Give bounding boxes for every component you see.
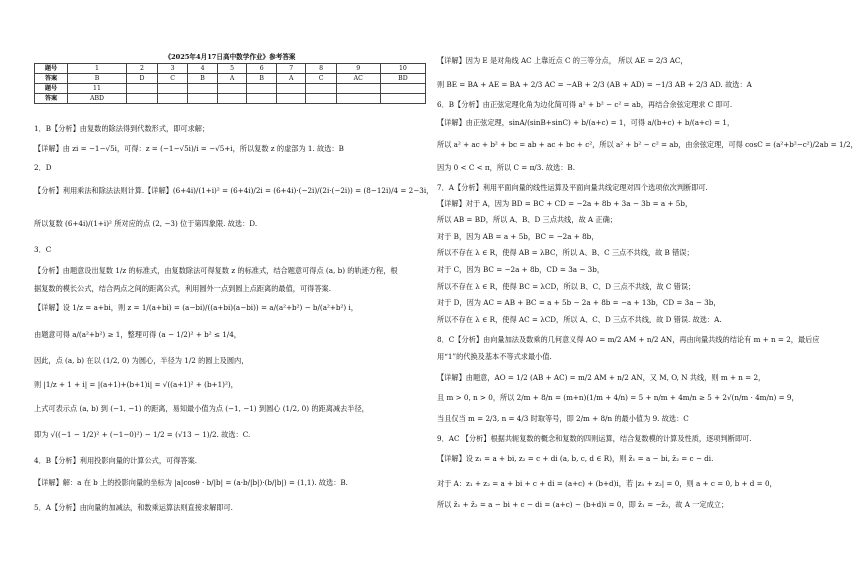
table-cell: BD xyxy=(380,74,425,84)
table-row xyxy=(35,74,426,84)
table-cell xyxy=(336,84,380,94)
answer-line: 对于 B，因为 AB = a + 5b，BC = −2a + 8b， xyxy=(437,232,599,241)
table-cell xyxy=(380,94,425,104)
answer-line: 3．C xyxy=(34,245,52,254)
table-cell xyxy=(157,84,187,94)
answer-line: 且 m > 0, n > 0，所以 2/m + 8/n = (m+n)(1/m + 4/n) = 5 + n/m + 4m/n ≥ 5 + 2√(n/m · 4m/n) = 9， xyxy=(437,393,799,402)
table-cell xyxy=(247,84,277,94)
answer-line: 所以复数 (6+4i)/(1+i)² 所对应的点 (2, −3) 位于第四象限. 故选：D. xyxy=(34,219,258,228)
answer-line: 即为 √((−1 − 1/2)² + (−1−0)²) − 1/2 = (√13 − 1)/2. 故选：C. xyxy=(34,430,251,439)
table-cell: B xyxy=(247,74,277,84)
answer-line: 因此，点 (a, b) 在以 (1/2, 0) 为圆心，半径为 1/2 的圆上及圆内， xyxy=(34,356,249,365)
table-header-cell: 题号 xyxy=(35,64,68,74)
document-title: 《2025年4月17日高中数学作业》参考答案 xyxy=(164,53,296,61)
answer-line: 【分析】利用乘法和除法法则计算.【详解】(6+4i)/(1+i)² = (6+4i)/2i = (6+4i)·(−2i)/(2i·(−2i)) = (8−12i)/4 = 2−3i， xyxy=(34,186,434,195)
answer-line: 1．B【分析】由复数的除法得到代数形式，即可求解； xyxy=(34,124,210,133)
table-cell xyxy=(157,94,187,104)
answer-line: 【详解】对于 A，因为 BD = BC + CD = −2a + 8b + 3a − 3b = a + 5b， xyxy=(437,199,693,208)
answer-line: 由题意可得 a/(a²+b²) ≥ 1，整理可得 (a − 1/2)² + b² ≤ 1/4， xyxy=(34,330,241,339)
table-cell xyxy=(306,84,336,94)
answer-line: 所以 AB = BD，所以 A、B、D 三点共线，故 A 正确； xyxy=(437,215,617,224)
table-cell xyxy=(217,94,246,104)
answer-line: 【详解】由 zi = −1−√5i，可得：z = (−1−√5i)/i = −√5+i，所以复数 z 的虚部为 1. 故选：B xyxy=(34,144,344,153)
table-cell: 11 xyxy=(68,84,127,94)
answer-line: 【分析】由题意设出复数 1/z 的标准式，由复数除法可得复数 z 的标准式，结合题意可得点 (a, b) 的轨迹方程，根 xyxy=(34,266,398,275)
answer-line: 【详解】因为 E 是对角线 AC 上靠近点 C 的三等分点， 所以 AE = 2/3 AC， xyxy=(437,56,688,65)
answer-line: 【详解】设 1/z = a+bi，则 z = 1/(a+bi) = (a−bi)/((a+bi)(a−bi)) = a/(a²+b²) − b/(a²+b²) i， xyxy=(34,303,358,312)
answer-table xyxy=(34,63,426,104)
answer-line: 【详解】由题意，AO = 1/2 (AB + AC) = m/2 AM + n/2 AN，又 M, O, N 共线，则 m + n = 2， xyxy=(437,373,766,382)
answer-line: 则 BE = BA + AE = BA + 2/3 AC = −AB + 2/3 (AB + AD) = −1/3 AB + 2/3 AD. 故选：A xyxy=(437,80,752,89)
answer-line: 据复数的模长公式，结合两点之间的距离公式，利用圆外一点到圆上点距离的最值，可得答案. xyxy=(34,284,331,293)
answer-line: 7．A【分析】利用平面向量的线性运算及平面向量共线定理对四个选项依次判断即可. xyxy=(437,183,708,192)
answer-line: 8．C【分析】由向量加法及数乘的几何意义得 AO = m/2 AM + n/2 AN，再由向量共线的结论有 m + n = 2，最后应 xyxy=(437,335,820,344)
answer-line: 所以 z̄₁ + z̄₂ = a − bi + c − di = (a+c) − (b+d)i = 0，即 z̄₁ = −z̄₂，故 A 一定成立； xyxy=(437,500,729,509)
table-cell: 5 xyxy=(217,64,246,74)
table-cell: 4 xyxy=(188,64,218,74)
table-cell: 2 xyxy=(126,64,157,74)
answer-line: 所以不存在 λ ∈ R，使得 AB = λBC，所以 A、B、C 三点不共线，故 B 错误； xyxy=(437,248,694,257)
table-cell: 1 xyxy=(68,64,127,74)
table-cell: C xyxy=(157,74,187,84)
table-row xyxy=(35,84,426,94)
table-cell: AC xyxy=(336,74,380,84)
table-cell: 8 xyxy=(306,64,336,74)
table-cell xyxy=(336,94,380,104)
answer-line: 则 |1/z + 1 + i| = |(a+1)+(b+1)i| = √((a+1)² + (b+1)²)， xyxy=(34,380,238,389)
answer-line: 【详解】解：a 在 b 上的投影向量的坐标为 |a|cosθ · b/|b| = (a·b/|b|)·(b/|b|) = (1,1). 故选：B. xyxy=(34,478,348,487)
answer-line: 5．A【分析】由向量的加减法，和数乘运算法则直接求解即可. xyxy=(34,503,233,512)
table-cell xyxy=(188,94,218,104)
table-cell: 9 xyxy=(336,64,380,74)
answer-line: 【详解】设 z₁ = a + bi, z₂ = c + di (a, b, c, d ∈ R)，则 z̄₁ = a − bi, z̄₂ = c − di. xyxy=(437,454,714,463)
table-cell: C xyxy=(306,74,336,84)
table-cell: 7 xyxy=(277,64,306,74)
table-cell xyxy=(306,94,336,104)
answer-line: 当且仅当 m = 2/3, n = 4/3 时取等号，即 2/m + 8/n 的最小值为 9. 故选：C xyxy=(437,414,689,423)
answer-line: 所以不存在 λ ∈ R，使得 AC = λCD，所以 A、C、D 三点不共线，故 D 错误. 故选：A. xyxy=(437,315,722,324)
answer-line: 4．B【分析】利用投影向量的计算公式，可得答案. xyxy=(34,456,198,465)
table-cell xyxy=(380,84,425,94)
table-cell xyxy=(126,84,157,94)
answer-line: 用“1”的代换及基本不等式求最小值. xyxy=(437,352,552,361)
table-cell xyxy=(188,84,218,94)
table-header-cell: 答案 xyxy=(35,74,68,84)
table-cell xyxy=(247,94,277,104)
table-row xyxy=(35,94,426,104)
answer-line: 因为 0 < C < π，所以 C = π/3. 故选：B. xyxy=(437,163,575,172)
table-cell xyxy=(277,84,306,94)
answer-line: 【详解】由正弦定理，sinA/(sinB+sinC) + b/(a+c) = 1，可得 a/(b+c) + b/(a+c) = 1， xyxy=(437,118,735,127)
answer-line: 所以 a² + ac + b² + bc = ab + ac + bc + c²，所以 a² + b² − c² = ab，由余弦定理，可得 cosC = (a²+b²−c²)/2ab = 1/2， xyxy=(437,140,858,149)
table-cell: B xyxy=(68,74,127,84)
answer-line: 对于 D，因为 AC = AB + BC = a + 5b − 2a + 8b = −a + 13b，CD = 3a − 3b， xyxy=(437,298,721,307)
table-row xyxy=(35,64,426,74)
answer-line: 9．AC 【分析】根据共轭复数的概念和复数的四则运算，结合复数模的计算及性质，逐项判断即可. xyxy=(437,434,752,443)
table-header-cell: 答案 xyxy=(35,94,68,104)
table-cell xyxy=(126,94,157,104)
answer-line: 所以不存在 λ ∈ R，使得 BC = λCD，所以 B、C、D 三点不共线，故 C 错误； xyxy=(437,282,696,291)
table-cell: ABD xyxy=(68,94,127,104)
table-cell: 10 xyxy=(380,64,425,74)
table-cell: A xyxy=(277,74,306,84)
answer-line: 对于 A：z₁ + z₂ = a + bi + c + di = (a+c) + (b+d)i，若 |z₁ + z₂| = 0，则 a + c = 0, b + d = 0， xyxy=(437,479,777,488)
answer-line: 上式可表示点 (a, b) 到 (−1, −1) 的距离，易知最小值为点 (−1, −1) 到圆心 (1/2, 0) 的距离减去半径， xyxy=(34,404,369,413)
table-header-cell: 题号 xyxy=(35,84,68,94)
table-cell xyxy=(277,94,306,104)
table-cell: B xyxy=(188,74,218,84)
table-cell: A xyxy=(217,74,246,84)
table-cell: D xyxy=(126,74,157,84)
table-cell: 6 xyxy=(247,64,277,74)
table-cell xyxy=(217,84,246,94)
answer-line: 2．D xyxy=(34,163,52,172)
table-cell: 3 xyxy=(157,64,187,74)
answer-line: 6．B【分析】由正弦定理化角为边化简可得 a² + b² − c² = ab，再结合余弦定理求 C 即可. xyxy=(437,100,733,109)
answer-line: 对于 C，因为 BC = −2a + 8b，CD = 3a − 3b， xyxy=(437,265,605,274)
